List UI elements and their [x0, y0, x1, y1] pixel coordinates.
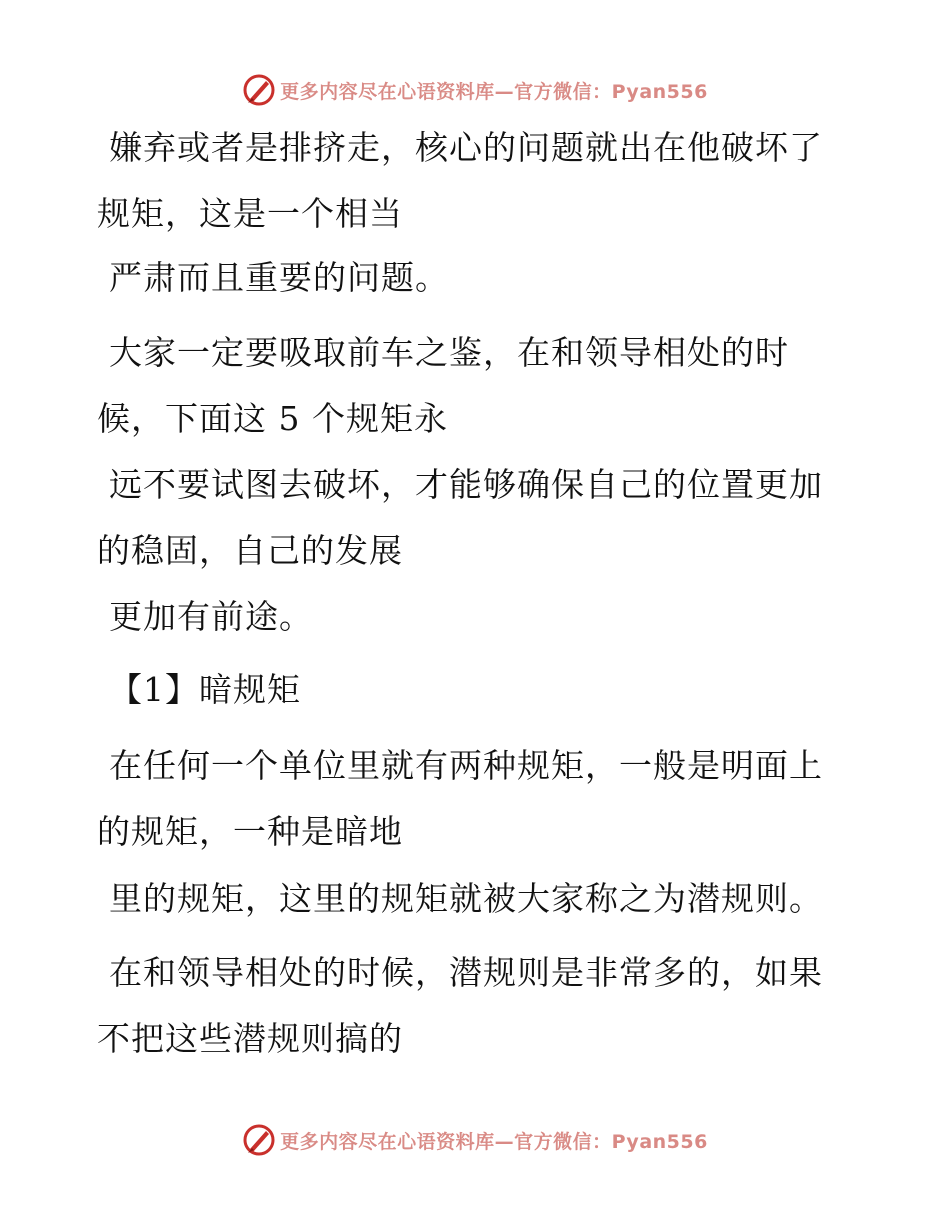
section-heading: [97, 657, 837, 723]
header-watermark: [0, 70, 950, 110]
text-line: 在和领导相处的时候，潜规则是非常多的，如果: [109, 953, 823, 992]
pen-logo-icon: [242, 1123, 276, 1157]
text-line: 的规矩，一种是暗地: [97, 812, 403, 851]
text-line: 嫌弃或者是排挤走，核心的问题就出在他破坏了: [109, 128, 823, 167]
paragraph-3: [97, 320, 837, 452]
footer-watermark: [0, 1120, 950, 1160]
paragraph-1: [97, 115, 837, 247]
paragraph-8: [97, 940, 837, 1072]
text-line: 里的规矩，这里的规矩就被大家称之为潜规则。: [109, 879, 823, 918]
text-line: 规矩，这是一个相当: [97, 194, 403, 233]
text-line: 的稳固，自己的发展: [97, 531, 403, 570]
watermark-text: 更多内容尽在心语资料库—官方微信：Pyan556: [280, 1130, 708, 1153]
text-line: 候，下面这 5 个规矩永: [97, 399, 448, 438]
paragraph-4: [97, 452, 837, 584]
watermark-text: 更多内容尽在心语资料库—官方微信：Pyan556: [280, 80, 708, 103]
heading-text: 【1】暗规矩: [109, 670, 301, 709]
text-line: 在任何一个单位里就有两种规矩，一般是明面上: [109, 746, 823, 785]
text-line: 不把这些潜规则搞的: [97, 1019, 403, 1058]
paragraph-2: [97, 245, 837, 311]
paragraph-5: [97, 584, 837, 650]
pen-logo-icon: [242, 73, 276, 107]
text-line: 严肃而且重要的问题。: [109, 258, 449, 297]
paragraph-7: [97, 866, 837, 932]
paragraph-6: [97, 733, 837, 865]
text-line: 大家一定要吸取前车之鉴，在和领导相处的时: [109, 333, 789, 372]
text-line: 更加有前途。: [109, 597, 313, 636]
text-line: 远不要试图去破坏，才能够确保自己的位置更加: [109, 465, 823, 504]
